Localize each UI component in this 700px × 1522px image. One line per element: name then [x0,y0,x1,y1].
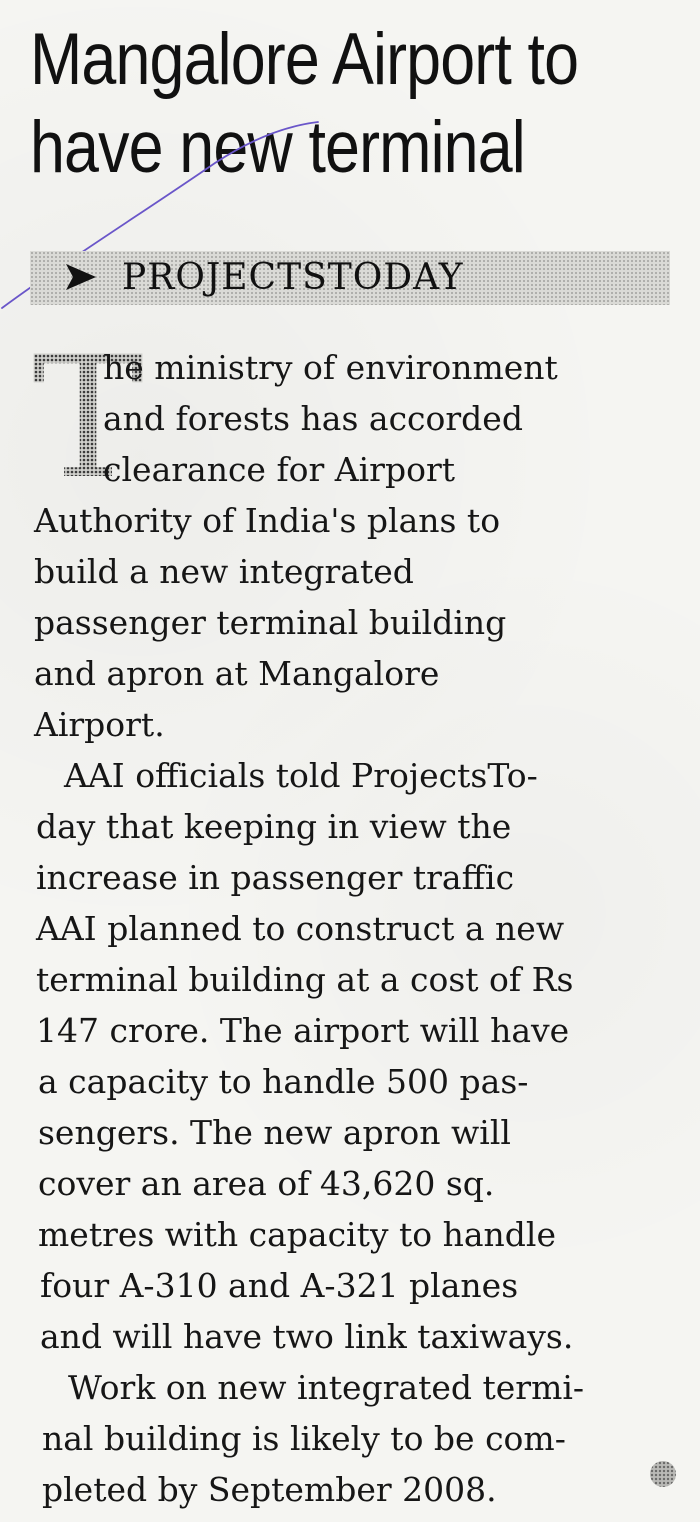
body-line: 147 crore. The airport will have [36,1011,570,1050]
body-line: and will have two link taxiways. [40,1317,574,1356]
body-line: sengers. The new apron will [38,1113,511,1152]
body-line: cover an area of 43,620 sq. [38,1164,495,1203]
body-line: and forests has accorded [103,399,523,438]
body-line: clearance for Airport [103,450,455,489]
body-line: pleted by September 2008. [42,1470,497,1509]
end-of-story-dot [650,1461,676,1487]
body-line: he ministry of environment [103,348,558,387]
svg-text:T: T [32,320,145,516]
body-line: nal building is likely to be com- [42,1419,566,1458]
body-line: metres with capacity to handle [38,1215,557,1254]
kicker-label: PROJECTSTODAY [122,257,464,298]
body-line: build a new integrated [34,552,414,591]
body-line: increase in passenger traffic [36,858,515,897]
body-line: AAI officials told ProjectsTo- [64,756,538,795]
body-line: passenger terminal building [34,603,507,642]
body-line: Airport. [34,705,165,744]
body-line: day that keeping in view the [36,807,512,846]
body-line: a capacity to handle 500 pas- [38,1062,529,1101]
body-line: Work on new integrated termi- [68,1368,585,1407]
drop-cap [32,320,145,516]
body-line: AAI planned to construct a new [36,909,565,948]
body-line: Authority of India's plans to [34,501,501,540]
body-line: four A-310 and A-321 planes [40,1266,519,1305]
arrow-right-icon [64,262,98,292]
kicker-band [30,251,670,305]
headline: Mangalore Airport to have new terminal [30,19,579,188]
body-line: and apron at Mangalore [34,654,440,693]
body-line: terminal building at a cost of Rs [36,960,574,999]
